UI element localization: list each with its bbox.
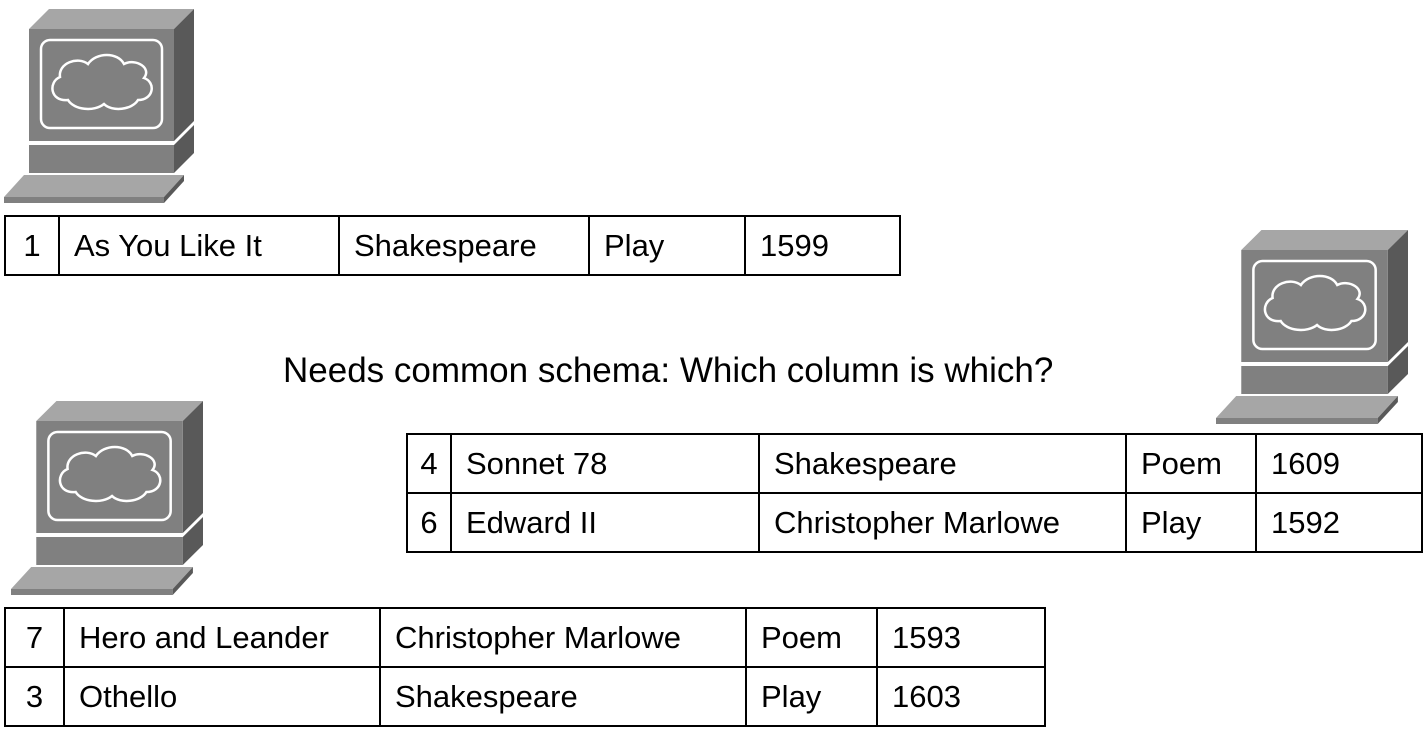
records-table-bottom: [4, 607, 1046, 727]
author-cell: Shakespeare: [759, 434, 1126, 493]
author-cell: Shakespeare: [339, 216, 589, 275]
id-cell: 3: [5, 667, 64, 726]
year-cell: 1603: [877, 667, 1045, 726]
id-cell: 7: [5, 608, 64, 667]
title-cell: Hero and Leander: [64, 608, 380, 667]
computer-node-icon: [11, 396, 203, 596]
table-row: [5, 216, 900, 275]
title-cell: Edward II: [451, 493, 759, 552]
type-cell: Play: [746, 667, 877, 726]
title-cell: Sonnet 78: [451, 434, 759, 493]
year-cell: 1593: [877, 608, 1045, 667]
title-cell: Othello: [64, 667, 380, 726]
year-cell: 1599: [745, 216, 900, 275]
id-cell: 4: [407, 434, 451, 493]
records-table-top: [4, 215, 901, 276]
type-cell: Play: [1126, 493, 1256, 552]
id-cell: 6: [407, 493, 451, 552]
type-cell: Poem: [1126, 434, 1256, 493]
author-cell: Christopher Marlowe: [759, 493, 1126, 552]
table-row: [5, 667, 1045, 726]
records-table-middle: [406, 433, 1423, 553]
table-row: [5, 608, 1045, 667]
schema-caption: Needs common schema: Which column is which?: [283, 351, 1054, 390]
year-cell: 1592: [1256, 493, 1422, 552]
title-cell: As You Like It: [59, 216, 339, 275]
table-row: [407, 434, 1422, 493]
author-cell: Shakespeare: [380, 667, 746, 726]
type-cell: Poem: [746, 608, 877, 667]
computer-node-icon: [1216, 225, 1408, 425]
author-cell: Christopher Marlowe: [380, 608, 746, 667]
id-cell: 1: [5, 216, 59, 275]
computer-node-icon: [4, 4, 194, 204]
type-cell: Play: [589, 216, 745, 275]
year-cell: 1609: [1256, 434, 1422, 493]
table-row: [407, 493, 1422, 552]
